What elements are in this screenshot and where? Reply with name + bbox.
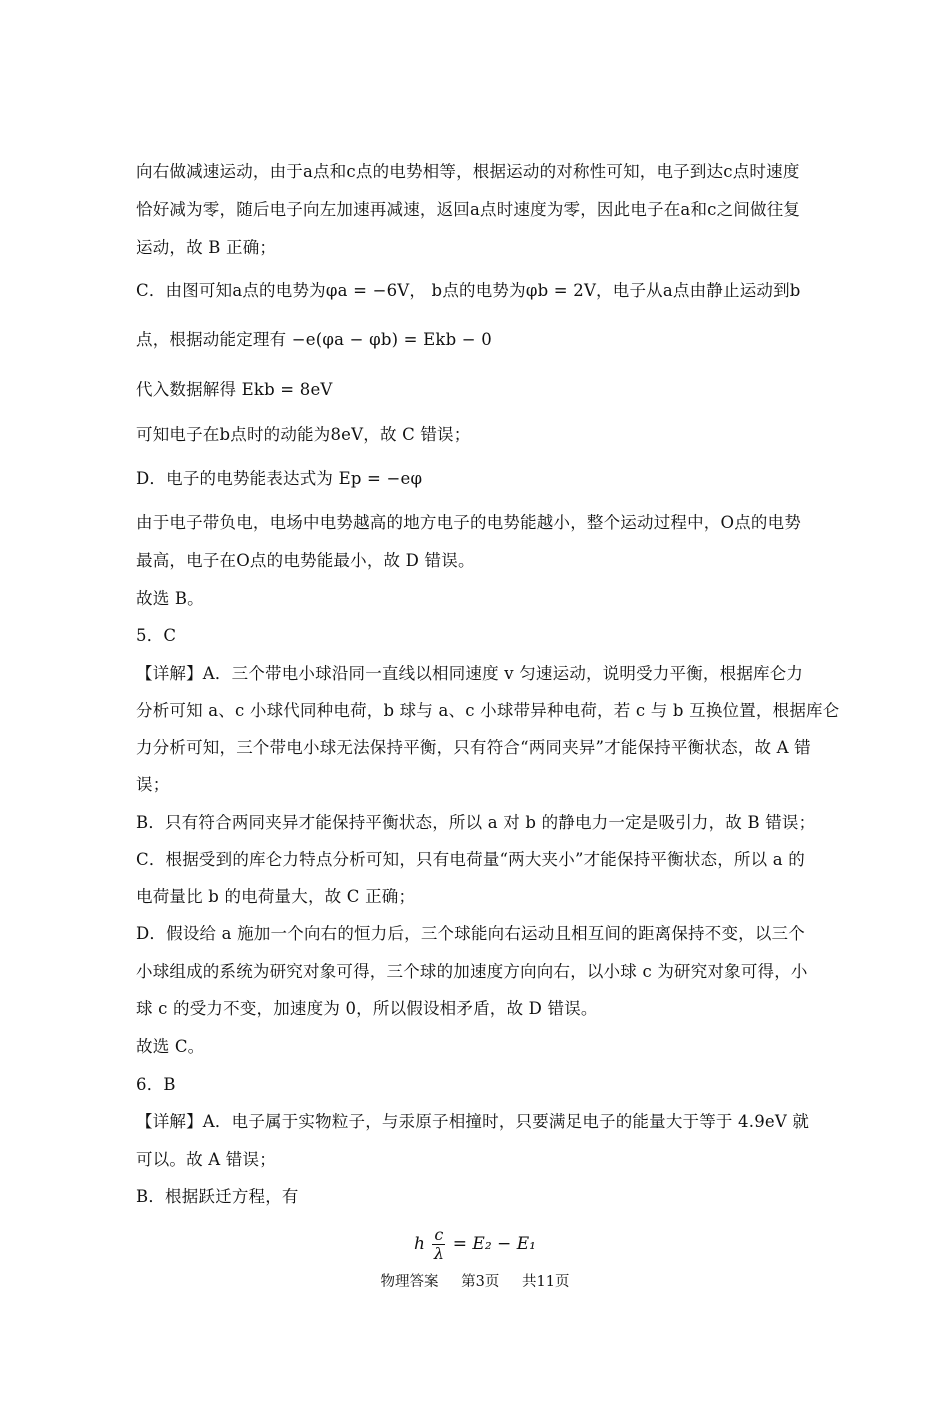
page-footer: 物理答案 第3页 共11页	[380, 1274, 570, 1290]
text-line: 最高，电子在O点的电势能最小，故 D 错误。	[136, 551, 475, 570]
section-answer: 6．B	[136, 1075, 176, 1094]
text-line: 【详解】A．三个带电小球沿同一直线以相同速度 v 匀速运动，说明受力平衡，根据库仑力	[136, 664, 804, 683]
formula-h: h	[414, 1234, 425, 1254]
text-line: 小球组成的系统为研究对象可得，三个球的加速度方向向右，以小球 c 为研究对象可得，小	[136, 962, 808, 981]
text-line: 分析可知 a、c 小球代同种电荷，b 球与 a、c 小球带异种电荷，若 c 与 b 互换位置，根据库仑	[136, 701, 840, 720]
text-line: 可知电子在b点时的动能为8eV，故 C 错误；	[136, 425, 471, 444]
formula-fraction	[432, 1226, 445, 1263]
formula-denominator: λ	[433, 1244, 444, 1263]
text-line: 向右做减速运动，由于a点和c点的电势相等，根据运动的对称性可知，电子到达c点时速度	[136, 162, 800, 181]
text-line: 故选 B。	[136, 589, 204, 608]
text-line: 由于电子带负电，电场中电势越高的地方电子的电势能越小，整个运动过程中，O点的电势	[136, 513, 802, 532]
text-line: 力分析可知，三个带电小球无法保持平衡，只有符合“两同夹异”才能保持平衡状态，故 A 错	[136, 738, 811, 757]
text-line: 代入数据解得 Ekb = 8eV	[136, 380, 333, 399]
text-line: 点，根据动能定理有 −e(φa − φb) = Ekb − 0	[136, 330, 492, 349]
text-line: 运动，故 B 正确；	[136, 238, 277, 257]
transition-formula	[0, 1226, 950, 1263]
section-answer: 5．C	[136, 626, 177, 645]
text-line: B．只有符合两同夹异才能保持平衡状态，所以 a 对 b 的静电力一定是吸引力，故 B 错误；	[136, 813, 816, 832]
text-line: 恰好减为零，随后电子向左加速再减速，返回a点时速度为零，因此电子在a和c之间做往复	[136, 200, 801, 219]
text-line: 【详解】A．电子属于实物粒子，与汞原子相撞时，只要满足电子的能量大于等于 4.9eV 就	[136, 1112, 810, 1131]
text-line: C．由图可知a点的电势为φa = −6V， b点的电势为φb = 2V，电子从a点由静止运动到b	[136, 281, 801, 300]
text-line: 故选 C。	[136, 1037, 205, 1056]
text-line: C．根据受到的库仑力特点分析可知，只有电荷量“两大夹小”才能保持平衡状态，所以 a 的	[136, 850, 805, 869]
formula-rhs: = E₂ − E₁	[452, 1234, 536, 1254]
text-line: D．电子的电势能表达式为 Ep = −eφ	[136, 469, 423, 488]
text-line: D．假设给 a 施加一个向右的恒力后，三个球能向右运动且相互间的距离保持不变，以三个	[136, 924, 805, 943]
formula-numerator: c	[434, 1225, 444, 1244]
text-line: 误；	[136, 775, 170, 794]
text-line: 球 c 的受力不变，加速度为 0，所以假设相矛盾，故 D 错误。	[136, 999, 598, 1018]
text-line: 电荷量比 b 的电荷量大，故 C 正确；	[136, 887, 416, 906]
text-line: B．根据跃迁方程，有	[136, 1187, 299, 1206]
text-line: 可以。故 A 错误；	[136, 1150, 276, 1169]
